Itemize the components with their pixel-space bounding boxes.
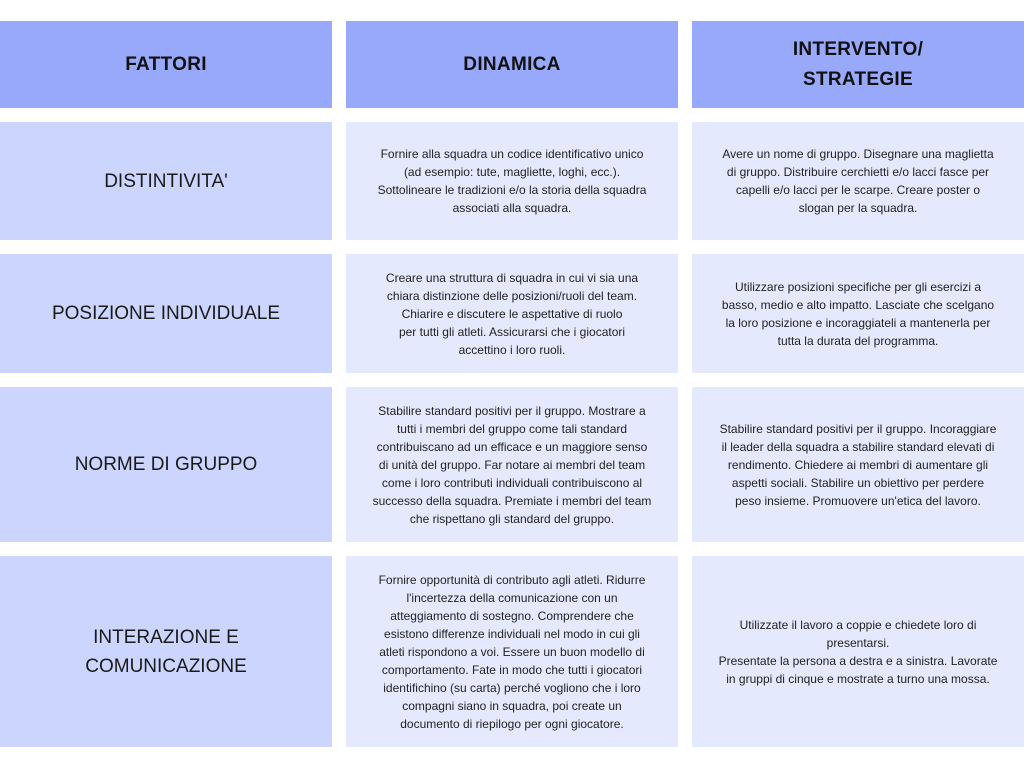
dynamic-text: Stabilire standard positivi per il gruppo. Mostrare a tutti i membri del gruppo come tali standard contribuiscano ad un efficace e un maggiore senso di unità del gruppo. Far notare ai membri del team come i loro contributi individuali contribuiscono al successo della squadra. Premiate i membri del team che rispettano gli standard del gruppo. bbox=[372, 403, 652, 526]
factor-label: POSIZIONE INDIVIDUALE bbox=[51, 303, 281, 324]
header-strategies-label: INTERVENTO/ STRATEGIE bbox=[792, 38, 924, 90]
dynamic-cell bbox=[346, 556, 678, 747]
strategy-cell bbox=[692, 387, 1024, 542]
header-strategies bbox=[692, 21, 1024, 108]
header-factors bbox=[0, 21, 332, 108]
factor-cell bbox=[0, 122, 332, 240]
strategy-text: Utilizzare posizioni specifiche per gli esercizi a basso, medio e alto impatto. Lasciate che scelgano la loro posizione e incoraggiateli a mantenerla per tutta la durata del programma. bbox=[721, 279, 995, 348]
header-dynamics bbox=[346, 21, 678, 108]
dynamic-text: Creare una struttura di squadra in cui vi sia una chiara distinzione delle posizioni/ruoli del team. Chiarire e discutere le aspettative di ruolo per tutti gli atleti. Assicurarsi che i giocatori accettino i loro ruoli. bbox=[385, 270, 639, 357]
header-factors-label: FATTORI bbox=[125, 53, 207, 75]
dynamic-cell bbox=[346, 122, 678, 240]
dynamic-cell bbox=[346, 387, 678, 542]
strategy-cell bbox=[692, 254, 1024, 373]
factor-cell bbox=[0, 387, 332, 542]
strategy-text: Avere un nome di gruppo. Disegnare una maglietta di gruppo. Distribuire cerchietti e/o lacci fasce per capelli e/o lacci per le scarpe. Creare poster o slogan per la squadra. bbox=[722, 147, 994, 215]
factor-cell bbox=[0, 556, 332, 747]
factor-label: INTERAZIONE E COMUNICAZIONE bbox=[85, 626, 247, 677]
header-dynamics-label: DINAMICA bbox=[463, 53, 561, 75]
dynamic-text: Fornire opportunità di contributo agli atleti. Ridurre l'incertezza della comunicazione con un atteggiamento di sostegno. Comprendere che esistono differenze individuali nel modo in cui gli atleti rispondono a voi. Essere un buon modello di comportamento. Fate in modo che tutti i giocatori identifichino (su carta) perché vogliono che i loro compagni siano in squadra, poi create un documento di riepilogo per ogni giocatore. bbox=[378, 572, 646, 731]
factor-cell bbox=[0, 254, 332, 373]
dynamic-cell bbox=[346, 254, 678, 373]
strategy-text: Stabilire standard positivi per il gruppo. Incoraggiare il leader della squadra a stabilire standard elevati di rendimento. Chiedere ai membri di aumentare gli aspetti sociali. Stabilire un obiettivo per perdere peso insieme. Promuovere un'etica del lavoro. bbox=[719, 421, 997, 508]
factor-label: DISTINTIVITA' bbox=[104, 170, 228, 192]
strategy-cell bbox=[692, 556, 1024, 747]
factor-label: NORME DI GRUPPO bbox=[74, 454, 258, 475]
dynamic-text: Fornire alla squadra un codice identificativo unico (ad esempio: tute, magliette, loghi, ecc.). Sottolineare le tradizioni e/o la storia della squadra associati alla squadra. bbox=[377, 147, 647, 215]
strategy-cell bbox=[692, 122, 1024, 240]
strategy-text: Utilizzate il lavoro a coppie e chiedete loro di presentarsi. Presentate la persona a destra e a sinistra. Lavorate in gruppi di cinque e mostrate a turno una mossa. bbox=[718, 617, 998, 686]
